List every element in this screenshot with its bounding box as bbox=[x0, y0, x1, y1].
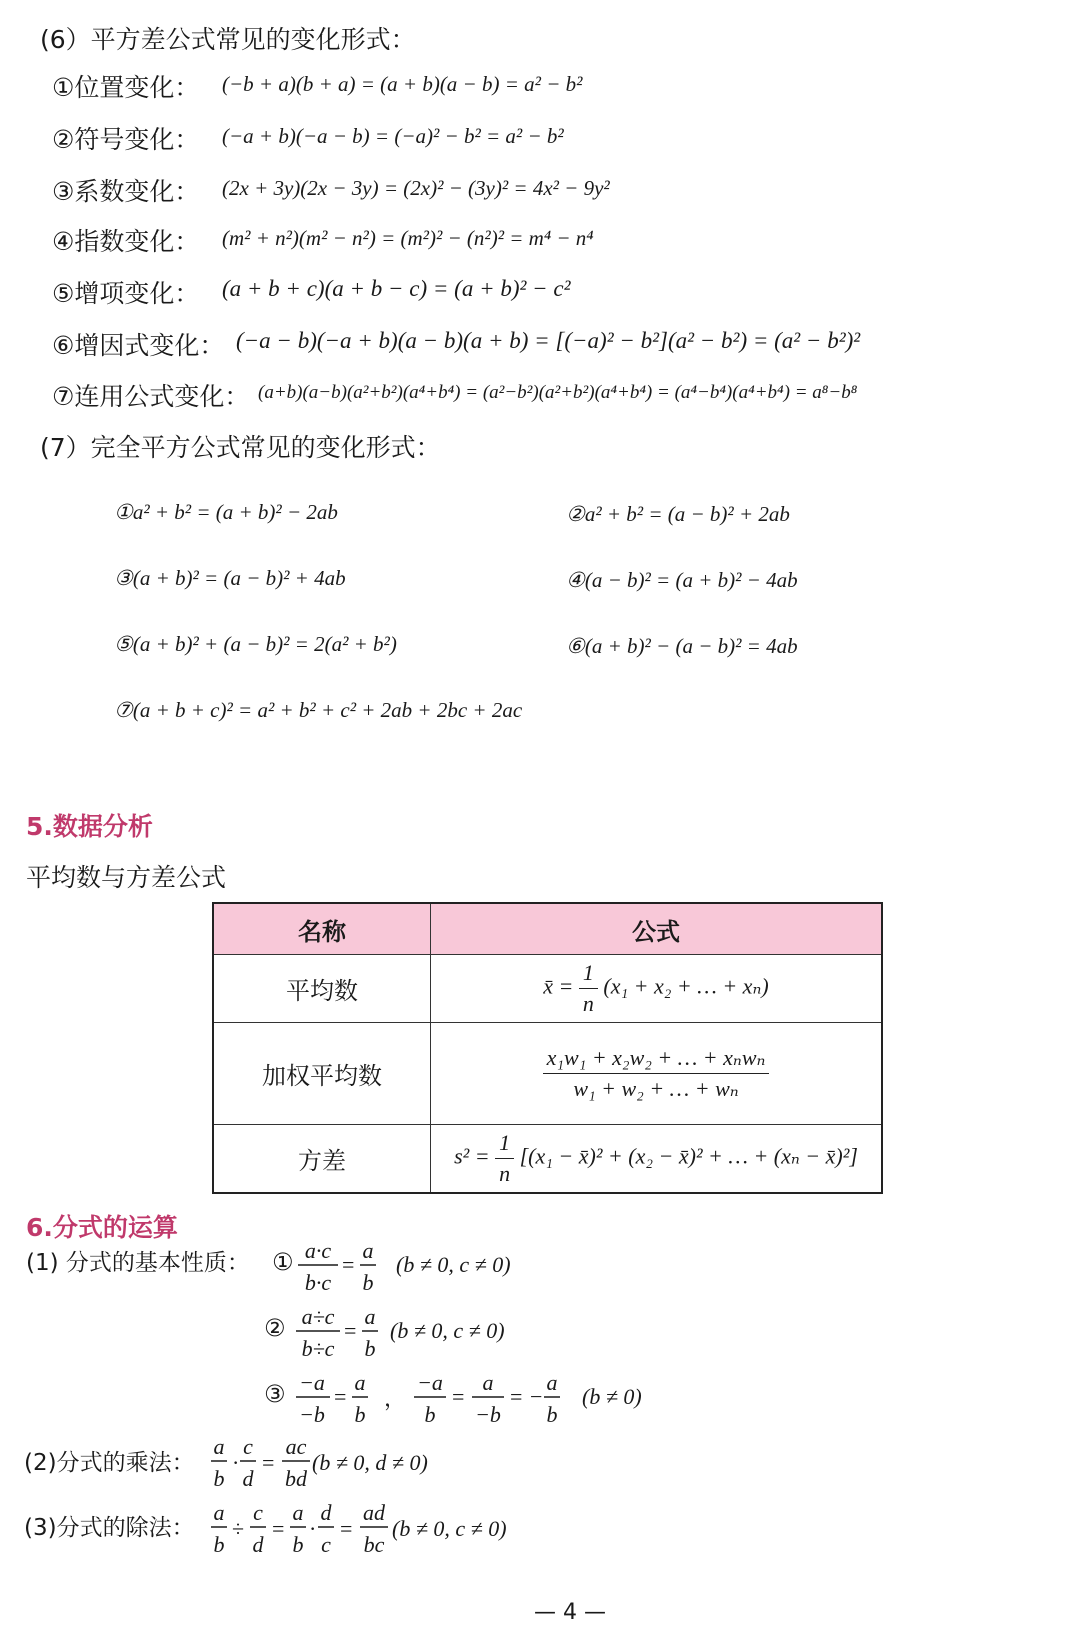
mean-frac-num: 1 bbox=[579, 960, 598, 989]
basic3-eq1: = bbox=[334, 1384, 347, 1409]
basic3-cond: (b ≠ 0) bbox=[582, 1384, 642, 1409]
perfect-item-6: ⑥(a + b)² − (a − b)² = 4ab bbox=[566, 634, 798, 658]
perfect-squares-heading: (7）完全平方公式常见的变化形式： bbox=[40, 433, 441, 462]
basic-props-label: (1) 分式的基本性质： bbox=[26, 1250, 250, 1276]
row-name-variance: 方差 bbox=[213, 1125, 431, 1193]
basic1-eq-den: b bbox=[362, 1270, 374, 1295]
basic3-f5-num: a bbox=[546, 1370, 558, 1395]
variance-frac-num: 1 bbox=[495, 1130, 514, 1159]
basic1-num: a·c bbox=[304, 1240, 332, 1263]
diff-item-formula-1: (−b + a)(b + a) = (a + b)(a − b) = a² − b² bbox=[222, 72, 583, 96]
mul-r-den: bd bbox=[285, 1466, 307, 1491]
diff-item-label-7: ⑦连用公式变化： bbox=[52, 382, 250, 411]
row-formula-mean bbox=[431, 955, 883, 1023]
diff-squares-heading: (6）平方差公式常见的变化形式： bbox=[40, 25, 416, 54]
fractions-math bbox=[0, 1240, 1080, 1570]
row-name-mean: 平均数 bbox=[213, 955, 431, 1023]
mul-b-den: d bbox=[242, 1466, 254, 1491]
mul-a-num: a bbox=[213, 1434, 225, 1459]
basic3-f2-num: a bbox=[354, 1370, 366, 1395]
perfect-item-3: ③(a + b)² = (a − b)² + 4ab bbox=[114, 566, 346, 590]
mul-dot: · bbox=[232, 1450, 240, 1475]
formula-table bbox=[212, 902, 883, 1194]
perfect-item-4: ④(a − b)² = (a + b)² − 4ab bbox=[566, 568, 798, 592]
mean-frac-den: n bbox=[582, 991, 594, 1016]
mul-b-num: c bbox=[243, 1434, 253, 1459]
basic3-comma: ， bbox=[384, 1386, 407, 1411]
basic3-eq2: = bbox=[452, 1384, 465, 1409]
perfect-item-7: ⑦(a + b + c)² = a² + b² + c² + 2ab + 2bc + 2ac bbox=[114, 698, 523, 722]
div-r-den: bc bbox=[363, 1532, 385, 1557]
diff-item-label-3: ③系数变化： bbox=[52, 177, 200, 206]
basic2-den: b÷c bbox=[301, 1336, 335, 1361]
basic1-den: b·c bbox=[304, 1270, 332, 1295]
div-b-den: d bbox=[252, 1532, 264, 1557]
perfect-item-5: ⑤(a + b)² + (a − b)² = 2(a² + b²) bbox=[114, 632, 397, 656]
variance-frac-den: n bbox=[499, 1160, 511, 1186]
div-d-num: d bbox=[320, 1500, 332, 1525]
div-a-den: b bbox=[213, 1532, 225, 1557]
basic2-eq-den: b bbox=[364, 1336, 376, 1361]
basic3-f1-den: −b bbox=[299, 1402, 325, 1427]
div-op: ÷ bbox=[232, 1516, 245, 1541]
page-number: — 4 — bbox=[534, 1600, 606, 1625]
mul-cond: (b ≠ 0, d ≠ 0) bbox=[312, 1450, 428, 1475]
diff-item-formula-6: (−a − b)(−a + b)(a − b)(a + b) = [(−a)² − b²](a² − b²) = (a² − b²)² bbox=[236, 328, 861, 353]
basic2-cond: (b ≠ 0, c ≠ 0) bbox=[390, 1318, 505, 1343]
row-formula-weighted-mean bbox=[431, 1023, 883, 1125]
div-d-den: c bbox=[321, 1532, 331, 1557]
div-eq1: = bbox=[272, 1516, 285, 1541]
basic1-cond: (b ≠ 0, c ≠ 0) bbox=[396, 1252, 511, 1277]
div-c-den: b bbox=[292, 1532, 304, 1557]
perfect-item-1: ①a² + b² = (a + b)² − 2ab bbox=[114, 500, 338, 524]
data-analysis-subtitle: 平均数与方差公式 bbox=[26, 863, 227, 892]
basic3-f4-num: a bbox=[482, 1370, 494, 1395]
basic2-eq-num: a bbox=[364, 1304, 376, 1329]
variance-rhs: [(x₁ − x̄)² + (x₂ − x̄)² + … + (xₙ − x̄)²] bbox=[519, 1143, 858, 1169]
diff-item-label-5: ⑤增项变化： bbox=[52, 279, 200, 308]
diff-item-formula-3: (2x + 3y)(2x − 3y) = (2x)² − (3y)² = 4x² − 9y² bbox=[222, 176, 610, 200]
table-header-formula: 公式 bbox=[431, 903, 883, 955]
basic3-f5-den: b bbox=[546, 1402, 558, 1427]
variance-fraction bbox=[495, 1130, 514, 1187]
diff-item-formula-7: (a+b)(a−b)(a²+b²)(a⁴+b⁴) = (a²−b²)(a²+b²)(a⁴+b⁴) = (a⁴−b⁴)(a⁴+b⁴) = a⁸−b⁸ bbox=[258, 382, 858, 403]
diff-item-label-4: ④指数变化： bbox=[52, 227, 200, 256]
basic1-eq: = bbox=[342, 1252, 355, 1277]
div-r-num: ad bbox=[363, 1500, 385, 1525]
row-formula-variance bbox=[431, 1125, 883, 1193]
diff-item-formula-4: (m² + n²)(m² − n²) = (m²)² − (n²)² = m⁴ − n⁴ bbox=[222, 226, 594, 250]
basic3-eq3: = bbox=[510, 1384, 523, 1409]
diff-item-label-1: ①位置变化： bbox=[52, 73, 200, 102]
data-analysis-title: 5.数据分析 bbox=[26, 812, 153, 841]
basic3-f3-num: −a bbox=[417, 1370, 443, 1395]
mul-a-den: b bbox=[213, 1466, 225, 1491]
variance-lhs: s² = bbox=[454, 1143, 490, 1169]
weighted-frac-num: x₁w₁ + x₂w₂ + … + xₙwₙ bbox=[543, 1045, 770, 1074]
basic3-f1-num: −a bbox=[299, 1370, 325, 1395]
div-c-num: a bbox=[292, 1500, 304, 1525]
weighted-fraction bbox=[543, 1045, 770, 1102]
div-dot: · bbox=[309, 1516, 317, 1541]
perfect-item-2: ②a² + b² = (a − b)² + 2ab bbox=[566, 502, 790, 526]
table-header-name: 名称 bbox=[213, 903, 431, 955]
mul-eq: = bbox=[262, 1450, 275, 1475]
basic3-f2-den: b bbox=[354, 1402, 366, 1427]
div-eq2: = bbox=[340, 1516, 353, 1541]
mul-r-num: ac bbox=[285, 1434, 307, 1459]
basic2-eq: = bbox=[344, 1318, 357, 1343]
div-label: (3)分式的除法： bbox=[24, 1515, 195, 1541]
row-name-weighted-mean: 加权平均数 bbox=[213, 1023, 431, 1125]
basic1-eq-num: a bbox=[362, 1240, 374, 1263]
diff-item-label-2: ②符号变化： bbox=[52, 125, 200, 154]
diff-item-label-6: ⑥增因式变化： bbox=[52, 331, 225, 360]
div-a-num: a bbox=[213, 1500, 225, 1525]
diff-item-formula-2: (−a + b)(−a − b) = (−a)² − b² = a² − b² bbox=[222, 124, 564, 148]
basic3-neg: − bbox=[530, 1384, 543, 1409]
basic3-f3-den: b bbox=[424, 1402, 436, 1427]
basic3-f4-den: −b bbox=[475, 1402, 501, 1427]
basic1-circ: ① bbox=[272, 1248, 294, 1276]
mul-label: (2)分式的乘法： bbox=[24, 1450, 195, 1476]
basic2-num: a÷c bbox=[301, 1304, 335, 1329]
mean-fraction bbox=[579, 960, 598, 1017]
weighted-frac-den: w₁ + w₂ + … + wₙ bbox=[573, 1076, 739, 1101]
div-cond: (b ≠ 0, c ≠ 0) bbox=[392, 1516, 507, 1541]
basic3-circ: ③ bbox=[264, 1380, 286, 1408]
mean-rhs: (x₁ + x₂ + … + xₙ) bbox=[603, 973, 769, 999]
basic2-circ: ② bbox=[264, 1314, 286, 1342]
diff-item-formula-5: (a + b + c)(a + b − c) = (a + b)² − c² bbox=[222, 276, 571, 301]
div-b-num: c bbox=[253, 1500, 263, 1525]
mean-lhs: x̄ = bbox=[543, 973, 574, 999]
fractions-title: 6.分式的运算 bbox=[26, 1213, 178, 1242]
